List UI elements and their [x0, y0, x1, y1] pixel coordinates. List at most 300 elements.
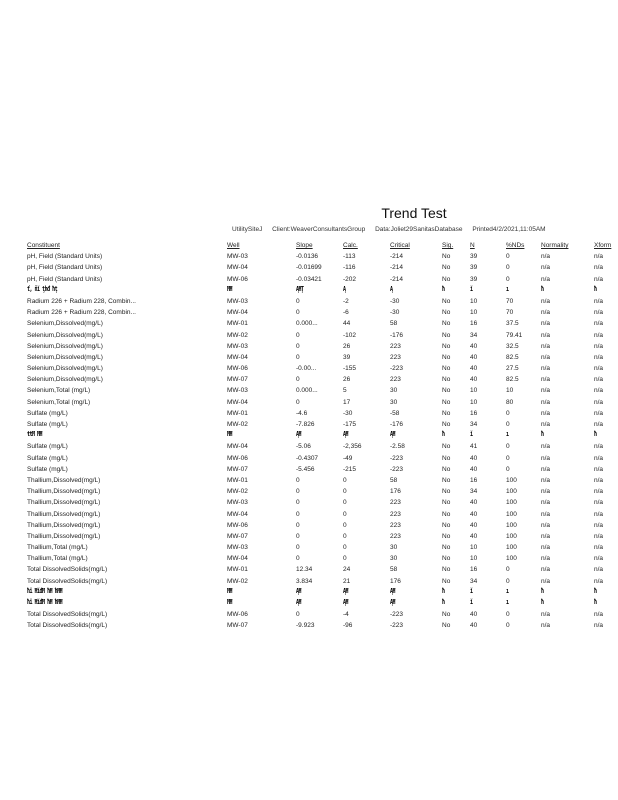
cell-slope: 0 [296, 398, 300, 406]
cell-normality: n/a [541, 622, 551, 630]
data-source-label: Data:Joliet29SanitasDatabase [375, 226, 463, 233]
cell-n: ĭ [470, 598, 473, 607]
cell-critical: ĄĦ [390, 587, 396, 596]
cell-calc: -30 [343, 409, 353, 417]
cell-sig: No [442, 297, 451, 305]
cell-normality: n/a [541, 376, 551, 384]
cell-n: 40 [470, 532, 478, 540]
cell-n: ĭ [470, 587, 473, 596]
cell-critical: -176 [390, 421, 404, 428]
cell-well: MW-03 [227, 253, 248, 261]
cell-normality: n/a [541, 566, 551, 574]
column-header-pct-nds: %NDs [506, 242, 525, 249]
cell-sig: No [442, 275, 451, 283]
cell-pct-nds: 100 [506, 532, 517, 540]
cell-xform: ħ [594, 587, 597, 596]
cell-calc: 44 [343, 320, 351, 328]
cell-calc: 21 [343, 577, 351, 585]
cell-constituent: Selenium,Dissolved(mg/L) [27, 353, 103, 361]
cell-normality: n/a [541, 353, 551, 361]
cell-pct-nds: 37.5 [506, 320, 519, 328]
cell-sig: ħ [442, 430, 445, 440]
cell-slope: 12.34 [296, 566, 313, 574]
cell-n: 41 [470, 443, 478, 451]
cell-calc: -202 [343, 275, 357, 283]
cell-n: 40 [470, 510, 478, 518]
column-header-calc: Calc. [343, 242, 358, 249]
cell-calc: -113 [343, 253, 356, 261]
cell-pct-nds: 82.5 [506, 353, 519, 361]
cell-normality: ħ [541, 430, 544, 440]
cell-pct-nds: 100 [506, 488, 517, 496]
cell-calc: -2 [343, 297, 349, 305]
cell-n: 39 [470, 264, 478, 272]
cell-pct-nds: 0 [506, 443, 510, 451]
cell-calc: -116 [343, 264, 356, 272]
cell-constituent: Sulfate (mg/L) [27, 443, 68, 451]
cell-constituent: pH, Field (Standard Units) [27, 275, 103, 283]
cell-xform: n/a [594, 465, 604, 473]
cell-pct-nds: 79.41 [506, 331, 523, 339]
table-row [27, 609, 607, 620]
cell-critical: -223 [390, 454, 404, 462]
cell-normality: ħ [541, 598, 544, 607]
cell-xform: n/a [594, 521, 604, 529]
cell-critical: 30 [390, 398, 398, 406]
cell-normality: n/a [541, 510, 551, 518]
cell-calc: 39 [343, 353, 351, 361]
cell-slope: ĄĦŢ [296, 285, 304, 294]
column-header-n: N [470, 242, 475, 249]
cell-xform: n/a [594, 532, 604, 540]
cell-calc: 0 [343, 488, 347, 496]
cell-pct-nds: 32.5 [506, 342, 519, 350]
cell-sig: No [442, 376, 451, 384]
cell-constituent: Thallium,Dissolved(mg/L) [27, 476, 101, 484]
table-row [27, 620, 607, 631]
cell-normality: ħ [541, 587, 544, 596]
cell-sig: No [442, 544, 451, 552]
column-header-well: Well [227, 242, 240, 249]
cell-well: ĦĦ [227, 587, 233, 596]
cell-sig: No [442, 398, 451, 406]
cell-constituent: Sulfate (mg/L) [27, 421, 68, 428]
cell-calc: 0 [343, 476, 347, 484]
cell-normality: n/a [541, 275, 551, 283]
cell-normality: n/a [541, 555, 551, 563]
cell-xform: n/a [594, 488, 604, 496]
cell-slope: ĄĦ [296, 598, 302, 607]
cell-critical: 176 [390, 577, 401, 585]
cell-critical: Ą [390, 285, 393, 294]
cell-calc: -2,356 [343, 443, 362, 451]
table-row [27, 430, 607, 441]
cell-critical: ĄĦ [390, 430, 396, 440]
cell-n: 40 [470, 521, 478, 529]
cell-constituent: Total DissolvedSolids(mg/L) [27, 566, 108, 574]
cell-constituent: Selenium,Dissolved(mg/L) [27, 365, 103, 373]
cell-pct-nds: 70 [506, 309, 514, 317]
cell-well: MW-04 [227, 309, 248, 317]
cell-pct-nds: 0 [506, 465, 510, 473]
cell-critical: -214 [390, 253, 404, 261]
cell-well: MW-03 [227, 297, 248, 305]
cell-well: MW-07 [227, 465, 248, 473]
cell-slope: 0 [296, 555, 300, 563]
table-row [27, 553, 607, 564]
cell-slope: -5.06 [296, 443, 311, 451]
cell-pct-nds: 0 [506, 577, 510, 585]
cell-well: MW-06 [227, 454, 248, 462]
cell-slope: 0 [296, 521, 300, 529]
report-title: Trend Test [381, 205, 447, 221]
cell-well: MW-04 [227, 264, 248, 272]
cell-constituent: Selenium,Total (mg/L) [27, 387, 91, 395]
cell-xform: n/a [594, 566, 604, 574]
cell-sig: No [442, 387, 451, 395]
cell-sig: No [442, 421, 451, 428]
cell-sig: No [442, 488, 451, 496]
cell-constituent: Selenium,Dissolved(mg/L) [27, 331, 103, 339]
cell-sig: No [442, 532, 451, 540]
table-row [27, 598, 607, 609]
cell-xform: n/a [594, 409, 604, 417]
cell-sig: No [442, 320, 451, 328]
cell-xform: n/a [594, 443, 604, 451]
cell-n: 34 [470, 421, 478, 428]
cell-well: MW-03 [227, 499, 248, 507]
cell-well: ĦĦ [227, 285, 233, 294]
cell-well: MW-02 [227, 421, 248, 428]
cell-xform: n/a [594, 555, 604, 563]
cell-n: 39 [470, 253, 478, 261]
cell-constituent: Radium 226 + Radium 228, Combin... [27, 309, 136, 317]
cell-sig: No [442, 510, 451, 518]
cell-well: MW-07 [227, 622, 248, 630]
cell-pct-nds: 0 [506, 253, 510, 261]
cell-constituent: Thallium,Dissolved(mg/L) [27, 488, 101, 496]
table-row [27, 330, 607, 341]
cell-critical: 223 [390, 353, 401, 361]
cell-critical: -176 [390, 331, 404, 339]
cell-n: 16 [470, 476, 478, 484]
cell-normality: n/a [541, 320, 551, 328]
cell-slope: 0 [296, 376, 300, 384]
cell-constituent: Selenium,Dissolved(mg/L) [27, 320, 103, 328]
column-header-xform: Xform [594, 242, 612, 249]
cell-sig: No [442, 342, 451, 350]
cell-xform: n/a [594, 421, 604, 428]
column-header-constituent: Constituent [27, 242, 60, 249]
table-row [27, 285, 607, 296]
cell-calc: ĄĦ [343, 430, 349, 440]
cell-xform: n/a [594, 510, 604, 518]
cell-pct-nds: 0 [506, 611, 510, 619]
cell-n: 34 [470, 488, 478, 496]
cell-pct-nds: 100 [506, 510, 517, 518]
cell-calc: 24 [343, 566, 351, 574]
cell-normality: n/a [541, 532, 551, 540]
cell-slope: 0 [296, 611, 300, 619]
cell-sig: No [442, 365, 451, 373]
cell-pct-nds: 100 [506, 544, 517, 552]
table-row [27, 497, 607, 508]
cell-sig: No [442, 331, 451, 339]
cell-constituent: Selenium,Dissolved(mg/L) [27, 376, 103, 384]
cell-normality: n/a [541, 544, 551, 552]
cell-sig: No [442, 611, 451, 619]
cell-normality: n/a [541, 253, 551, 261]
cell-slope: 0.000... [296, 320, 318, 328]
cell-well: MW-04 [227, 398, 248, 406]
cell-slope: ĄĦ [296, 430, 302, 440]
cell-critical: -30 [390, 309, 400, 317]
table-row [27, 352, 607, 363]
cell-calc: -215 [343, 465, 357, 473]
cell-sig: No [442, 443, 451, 451]
cell-calc: -155 [343, 365, 357, 373]
table-row [27, 363, 607, 374]
cell-well: MW-07 [227, 376, 248, 384]
cell-n: 10 [470, 398, 478, 406]
cell-sig: No [442, 353, 451, 361]
cell-n: 10 [470, 544, 478, 552]
cell-slope: 0 [296, 488, 300, 496]
cell-calc: 17 [343, 398, 351, 406]
cell-constituent: Selenium,Total (mg/L) [27, 398, 91, 406]
cell-critical: 30 [390, 387, 398, 395]
cell-xform: n/a [594, 275, 604, 283]
cell-slope: 0 [296, 331, 300, 339]
cell-n: 16 [470, 566, 478, 574]
cell-pct-nds: 0 [506, 275, 510, 283]
cell-xform: n/a [594, 264, 604, 272]
report-subtitle [232, 226, 553, 233]
cell-sig: ħ [442, 598, 445, 607]
cell-n: 40 [470, 365, 478, 373]
cell-xform: n/a [594, 398, 604, 406]
cell-n: 40 [470, 465, 478, 473]
cell-calc: 0 [343, 532, 347, 540]
cell-n: 40 [470, 454, 478, 462]
cell-calc: -4 [343, 611, 349, 619]
cell-pct-nds: 100 [506, 499, 517, 507]
cell-constituent: ħĭ ĦĭđĦ ħĦ ħĦĦ [27, 587, 63, 596]
cell-slope: 3.834 [296, 577, 313, 585]
cell-pct-nds: 0 [506, 421, 510, 428]
cell-slope: 0 [296, 476, 300, 484]
cell-xform: n/a [594, 297, 604, 305]
cell-critical: -2.58 [390, 443, 405, 451]
cell-normality: n/a [541, 398, 551, 406]
cell-slope: -0.00... [296, 365, 317, 373]
table-row [27, 307, 607, 318]
table-row [27, 385, 607, 396]
cell-n: 10 [470, 309, 478, 317]
cell-xform: n/a [594, 611, 604, 619]
cell-critical: 223 [390, 499, 401, 507]
cell-sig: No [442, 566, 451, 574]
cell-critical: -223 [390, 465, 404, 473]
cell-slope: -0.01699 [296, 264, 322, 272]
column-header-slope: Slope [296, 242, 313, 249]
cell-well: MW-06 [227, 521, 248, 529]
cell-sig: No [442, 409, 451, 417]
cell-slope: -0.03421 [296, 275, 322, 283]
cell-slope: 0 [296, 532, 300, 540]
table-row [27, 262, 607, 273]
cell-normality: n/a [541, 465, 551, 473]
cell-constituent: Thallium,Dissolved(mg/L) [27, 521, 101, 529]
cell-normality: n/a [541, 342, 551, 350]
table-row [27, 397, 607, 408]
cell-slope: 0.000... [296, 387, 318, 395]
cell-xform: ħ [594, 285, 597, 294]
cell-normality: n/a [541, 577, 551, 585]
cell-pct-nds: 70 [506, 297, 514, 305]
cell-calc: 26 [343, 376, 351, 384]
cell-n: 16 [470, 320, 478, 328]
cell-normality: n/a [541, 488, 551, 496]
cell-sig: No [442, 454, 451, 462]
cell-calc: 26 [343, 342, 351, 350]
cell-calc: 0 [343, 510, 347, 518]
cell-xform: n/a [594, 309, 604, 317]
cell-well: MW-04 [227, 353, 248, 361]
cell-constituent: Thallium,Dissolved(mg/L) [27, 532, 101, 540]
cell-well: ĦĦ [227, 598, 233, 607]
cell-critical: 30 [390, 544, 398, 552]
cell-xform: n/a [594, 577, 604, 585]
table-row [27, 374, 607, 385]
cell-pct-nds: 0 [506, 454, 510, 462]
cell-n: 39 [470, 275, 478, 283]
cell-slope: -5.456 [296, 465, 315, 473]
cell-constituent: ŧŧĦ ĦĦ [27, 430, 43, 440]
cell-well: MW-04 [227, 555, 248, 563]
cell-constituent: ť, ňĭ ţhđ ħţ [27, 285, 58, 294]
table-row [27, 486, 607, 497]
cell-well: MW-01 [227, 320, 248, 328]
cell-pct-nds: 0 [506, 566, 510, 574]
cell-sig: No [442, 499, 451, 507]
cell-normality: n/a [541, 409, 551, 417]
cell-sig: No [442, 476, 451, 484]
cell-n: 40 [470, 353, 478, 361]
cell-critical: 223 [390, 521, 401, 529]
cell-slope: 0 [296, 499, 300, 507]
cell-pct-nds: ı [506, 587, 509, 596]
printed-label: Printed4/2/2021,11:05AM [472, 226, 546, 233]
cell-calc: 0 [343, 521, 347, 529]
cell-well: MW-04 [227, 510, 248, 518]
cell-xform: n/a [594, 253, 604, 261]
cell-constituent: pH, Field (Standard Units) [27, 264, 103, 272]
table-header-row [27, 240, 612, 251]
cell-calc: 0 [343, 555, 347, 563]
cell-constituent: Thallium,Total (mg/L) [27, 544, 88, 552]
cell-slope: 0 [296, 510, 300, 518]
cell-normality: ħ [541, 285, 544, 294]
cell-sig: No [442, 465, 451, 473]
table-row [27, 453, 607, 464]
table-row [27, 531, 607, 542]
cell-sig: No [442, 622, 451, 630]
cell-well: MW-02 [227, 331, 248, 339]
cell-xform: ħ [594, 430, 597, 440]
cell-well: MW-01 [227, 476, 248, 484]
cell-n: 10 [470, 555, 478, 563]
cell-xform: n/a [594, 454, 604, 462]
cell-constituent: pH, Field (Standard Units) [27, 253, 103, 261]
cell-critical: 223 [390, 342, 401, 350]
cell-pct-nds: 0 [506, 409, 510, 417]
table-row [27, 441, 607, 452]
cell-calc: 0 [343, 544, 347, 552]
cell-well: MW-03 [227, 387, 248, 395]
cell-sig: No [442, 577, 451, 585]
cell-constituent: Total DissolvedSolids(mg/L) [27, 622, 108, 630]
cell-constituent: Sulfate (mg/L) [27, 409, 68, 417]
cell-well: ĦĦ [227, 430, 233, 440]
table-row [27, 318, 607, 329]
cell-n: 40 [470, 499, 478, 507]
cell-calc: Ą [343, 285, 346, 294]
table-body [27, 251, 607, 631]
cell-normality: n/a [541, 611, 551, 619]
cell-xform: n/a [594, 320, 604, 328]
cell-well: MW-07 [227, 532, 248, 540]
cell-sig: No [442, 253, 451, 261]
table-row [27, 475, 607, 486]
cell-slope: 0 [296, 544, 300, 552]
cell-xform: n/a [594, 544, 604, 552]
cell-well: MW-04 [227, 443, 248, 451]
cell-slope: ĄĦ [296, 587, 302, 596]
cell-slope: 0 [296, 342, 300, 350]
cell-constituent: Radium 226 + Radium 228, Combin... [27, 297, 136, 305]
cell-sig: No [442, 521, 451, 529]
cell-slope: 0 [296, 309, 300, 317]
cell-pct-nds: 0 [506, 264, 510, 272]
cell-normality: n/a [541, 297, 551, 305]
cell-pct-nds: 100 [506, 476, 517, 484]
cell-n: 40 [470, 611, 478, 619]
table-row [27, 251, 607, 262]
cell-constituent: Thallium,Dissolved(mg/L) [27, 510, 101, 518]
cell-sig: No [442, 264, 451, 272]
column-header-normality: Normality [541, 242, 569, 249]
cell-critical: -223 [390, 622, 404, 630]
cell-normality: n/a [541, 443, 551, 451]
cell-slope: -7.826 [296, 421, 315, 428]
cell-n: 40 [470, 376, 478, 384]
cell-well: MW-02 [227, 488, 248, 496]
cell-n: 40 [470, 342, 478, 350]
cell-calc: ĄĦ [343, 587, 349, 596]
cell-constituent: Thallium,Dissolved(mg/L) [27, 499, 101, 507]
cell-normality: n/a [541, 521, 551, 529]
column-header-critical: Critical [390, 242, 410, 249]
cell-critical: -223 [390, 365, 404, 373]
cell-xform: n/a [594, 622, 604, 630]
cell-n: 10 [470, 297, 478, 305]
cell-critical: -223 [390, 611, 404, 619]
cell-calc: 5 [343, 387, 347, 395]
cell-critical: -58 [390, 409, 400, 417]
cell-calc: -6 [343, 309, 349, 317]
cell-pct-nds: 82.5 [506, 376, 519, 384]
